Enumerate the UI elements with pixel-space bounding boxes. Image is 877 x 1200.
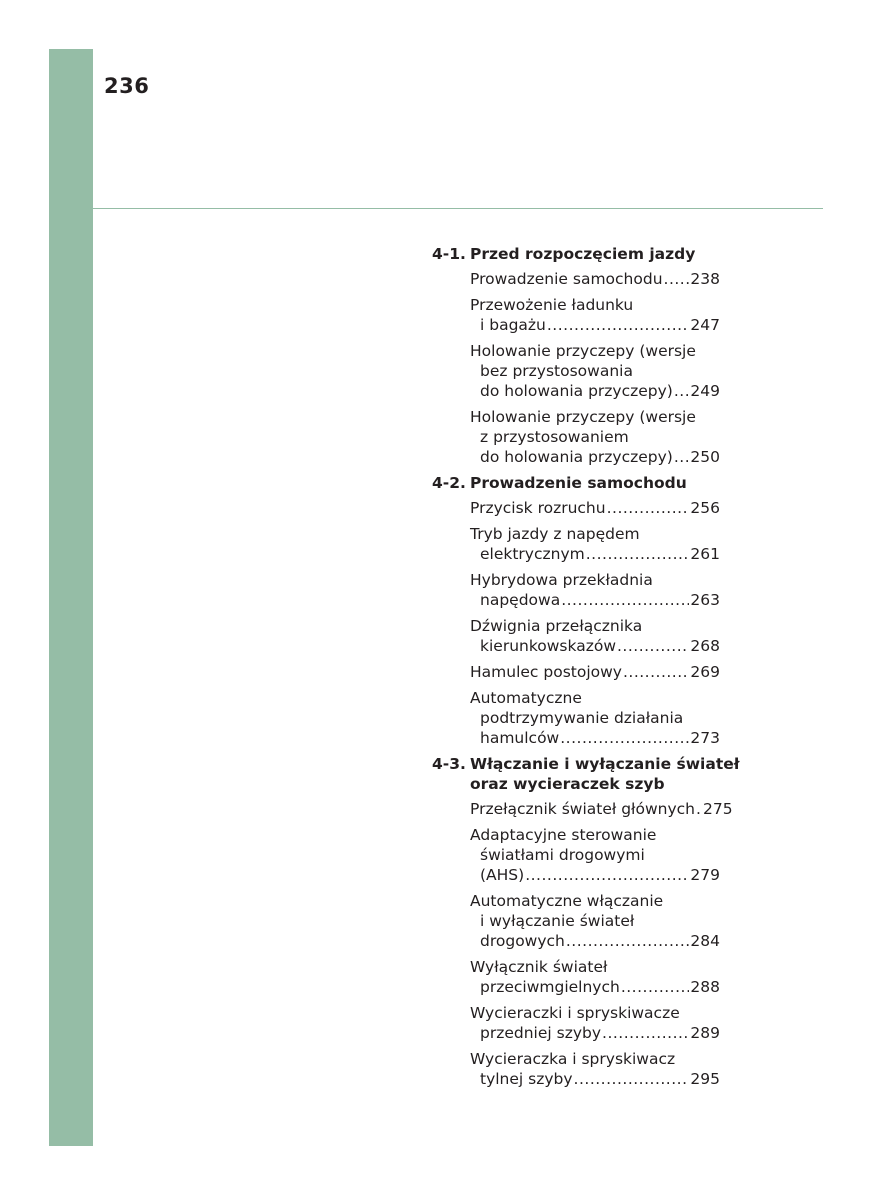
entry-text-line: Przewożenie ładunku — [470, 296, 634, 314]
section-number: 4-3. — [432, 755, 466, 773]
page-number: 236 — [104, 74, 150, 98]
toc-section — [432, 754, 740, 1089]
dot-leader — [674, 381, 690, 401]
entry-leader-row — [470, 728, 720, 748]
toc-entry[interactable] — [470, 825, 720, 885]
entry-leader-row — [470, 977, 720, 997]
entry-title: tylnej szyby — [480, 1070, 573, 1088]
dot-leader — [674, 447, 690, 467]
entry-title: Hamulec postojowy — [470, 663, 622, 681]
entry-leader-row — [470, 799, 733, 819]
toc-entry[interactable] — [470, 407, 720, 467]
header-divider — [93, 208, 823, 209]
dot-leader — [561, 590, 689, 610]
dot-leader — [560, 728, 689, 748]
entry-title: napędowa — [480, 591, 561, 609]
dot-leader — [602, 1023, 689, 1043]
dot-leader — [696, 799, 702, 819]
dot-leader — [547, 315, 690, 335]
section-title-line: Przed rozpoczęciem jazdy — [470, 245, 696, 263]
entry-text-line: Adaptacyjne sterowanie — [470, 826, 657, 844]
dot-leader — [623, 662, 689, 682]
section-heading[interactable] — [432, 473, 732, 493]
entry-leader-row — [470, 269, 720, 289]
entry-title: (AHS) — [480, 866, 525, 884]
entry-page-number: 275 — [702, 800, 733, 818]
entry-page-number: 249 — [690, 382, 720, 400]
toc-entry[interactable] — [470, 799, 733, 819]
section-title — [470, 244, 732, 264]
entry-leader-row — [470, 1069, 720, 1089]
entry-leader-row — [470, 865, 720, 885]
entry-page-number: 289 — [690, 1024, 720, 1042]
entry-text-line: bez przystosowania — [480, 362, 633, 380]
dot-leader — [586, 544, 690, 564]
entry-text-line: Wycieraczki i spryskiwacze — [470, 1004, 680, 1022]
section-heading[interactable] — [432, 754, 740, 794]
toc-entry[interactable] — [470, 295, 720, 335]
entry-page-number: 268 — [690, 637, 720, 655]
entry-leader-row — [470, 590, 720, 610]
dot-leader — [566, 931, 690, 951]
entry-text-line: Dźwignia przełącznika — [470, 617, 643, 635]
toc-entry[interactable] — [470, 616, 720, 656]
entry-title: Przycisk rozruchu — [470, 499, 606, 517]
toc-entry[interactable] — [470, 1003, 720, 1043]
section-title-line: oraz wycieraczek szyb — [470, 775, 665, 793]
entry-page-number: 295 — [690, 1070, 720, 1088]
entry-leader-row — [470, 544, 720, 564]
entry-leader-row — [470, 381, 720, 401]
entry-leader-row — [470, 636, 720, 656]
entry-leader-row — [470, 498, 720, 518]
entry-leader-row — [470, 447, 720, 467]
entry-text-line: Automatyczne włączanie — [470, 892, 664, 910]
entry-text-line: Holowanie przyczepy (wersje — [470, 342, 696, 360]
entry-title: hamulców — [480, 729, 560, 747]
toc-entry[interactable] — [470, 891, 720, 951]
toc-entry[interactable] — [470, 570, 720, 610]
entry-page-number: 269 — [690, 663, 720, 681]
entry-text-line: Automatyczne — [470, 689, 582, 707]
entry-page-number: 256 — [690, 499, 720, 517]
entry-text-line: i wyłączanie świateł — [480, 912, 635, 930]
entry-leader-row — [470, 931, 720, 951]
toc-section — [432, 473, 732, 748]
entry-page-number: 238 — [690, 270, 720, 288]
dot-leader — [617, 636, 689, 656]
section-number: 4-1. — [432, 245, 466, 263]
entry-title: Przełącznik świateł głównych — [470, 800, 695, 818]
section-title-line: Prowadzenie samochodu — [470, 474, 687, 492]
section-heading[interactable] — [432, 244, 732, 264]
entry-text-line: Wycieraczka i spryskiwacz — [470, 1050, 676, 1068]
entry-page-number: 273 — [690, 729, 720, 747]
dot-leader — [664, 269, 690, 289]
entry-title: drogowych — [480, 932, 565, 950]
dot-leader — [574, 1069, 690, 1089]
entry-title: przedniej szyby — [480, 1024, 602, 1042]
entry-leader-row — [470, 315, 720, 335]
section-number: 4-2. — [432, 474, 466, 492]
dot-leader — [525, 865, 689, 885]
entry-text-line: Wyłącznik świateł — [470, 958, 608, 976]
toc-section — [432, 244, 732, 467]
entry-text-line: Tryb jazdy z napędem — [470, 525, 640, 543]
entry-text-line: Holowanie przyczepy (wersje — [470, 408, 696, 426]
entry-leader-row — [470, 1023, 720, 1043]
toc-entry[interactable] — [470, 524, 720, 564]
chapter-tab-bar — [49, 49, 93, 1146]
entry-leader-row — [470, 662, 720, 682]
entry-title: do holowania przyczepy) — [480, 382, 673, 400]
section-title — [470, 473, 732, 493]
entry-page-number: 250 — [690, 448, 720, 466]
dot-leader — [607, 498, 690, 518]
toc-entry[interactable] — [470, 1049, 720, 1089]
toc-entry[interactable] — [470, 498, 720, 518]
toc-entry[interactable] — [470, 341, 720, 401]
entry-title: przeciwmgielnych — [480, 978, 620, 996]
table-of-contents — [432, 244, 740, 1095]
entry-text-line: z przystosowaniem — [480, 428, 629, 446]
entry-title: Prowadzenie samochodu — [470, 270, 663, 288]
toc-entry[interactable] — [470, 688, 720, 748]
entry-page-number: 288 — [690, 978, 720, 996]
toc-entry[interactable] — [470, 662, 720, 682]
entry-title: elektrycznym — [480, 545, 585, 563]
entry-text-line: podtrzymywanie działania — [480, 709, 684, 727]
entry-page-number: 261 — [690, 545, 720, 563]
toc-entry[interactable] — [470, 269, 720, 289]
entry-text-line: światłami drogowymi — [480, 846, 645, 864]
section-title-line: Włączanie i wyłączanie świateł — [470, 755, 740, 773]
entry-title: kierunkowskazów — [480, 637, 616, 655]
entry-title: i bagażu — [480, 316, 546, 334]
entry-page-number: 247 — [690, 316, 720, 334]
section-title — [470, 754, 740, 794]
entry-page-number: 263 — [690, 591, 720, 609]
toc-entry[interactable] — [470, 957, 720, 997]
entry-text-line: Hybrydowa przekładnia — [470, 571, 653, 589]
entry-page-number: 279 — [690, 866, 720, 884]
entry-title: do holowania przyczepy) — [480, 448, 673, 466]
dot-leader — [621, 977, 690, 997]
entry-page-number: 284 — [690, 932, 720, 950]
